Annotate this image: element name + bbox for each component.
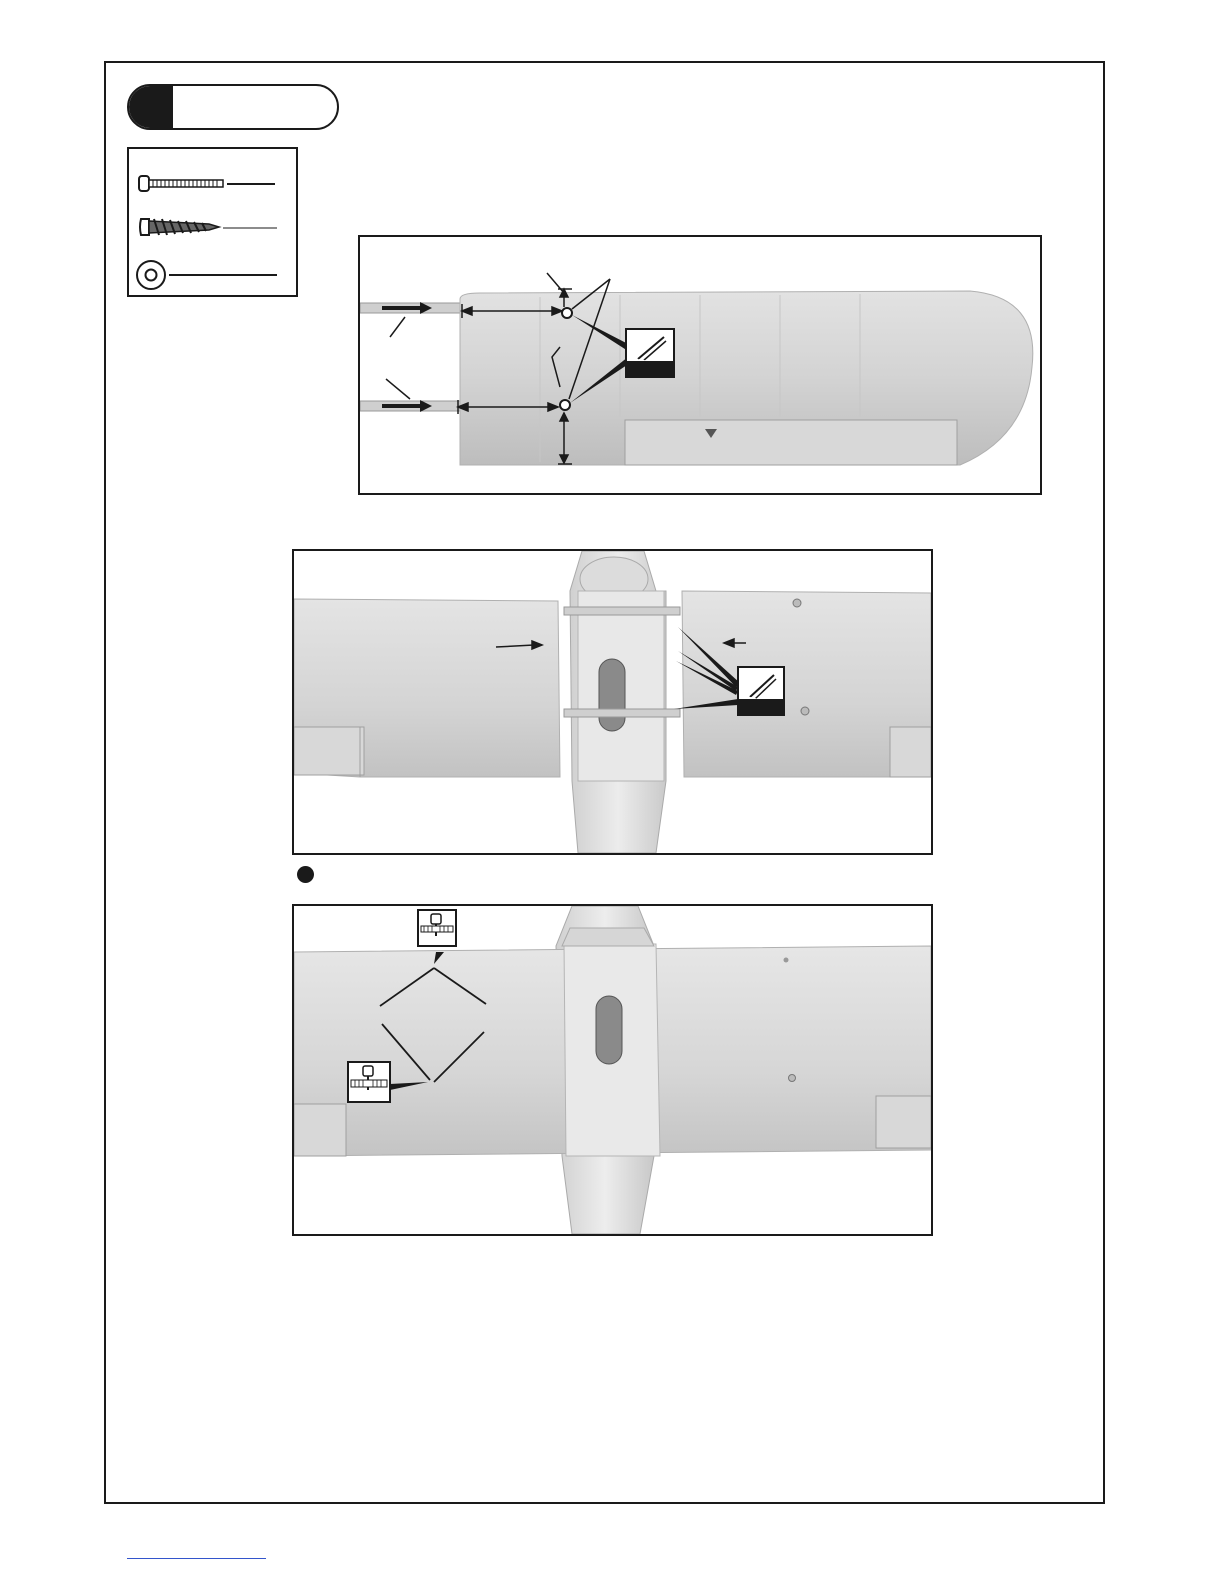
note-bullet — [297, 866, 314, 883]
glue-tube-icon — [738, 667, 784, 715]
wing-screw-photo — [292, 904, 933, 1236]
step-badge — [127, 84, 339, 130]
screwdriver-icon — [418, 910, 456, 946]
washer-icon — [137, 261, 277, 289]
glue-tube-icon — [626, 329, 674, 377]
screwdriver-icon — [348, 1062, 390, 1102]
wing-join-photo — [292, 549, 933, 855]
step-pill-icon — [129, 86, 173, 128]
machine-bolt-icon — [139, 176, 275, 191]
parts-box — [127, 147, 298, 297]
footer-link-underline[interactable] — [127, 1558, 266, 1559]
wing-tube-measurement-photo — [358, 235, 1042, 495]
wood-screw-icon — [140, 219, 277, 235]
